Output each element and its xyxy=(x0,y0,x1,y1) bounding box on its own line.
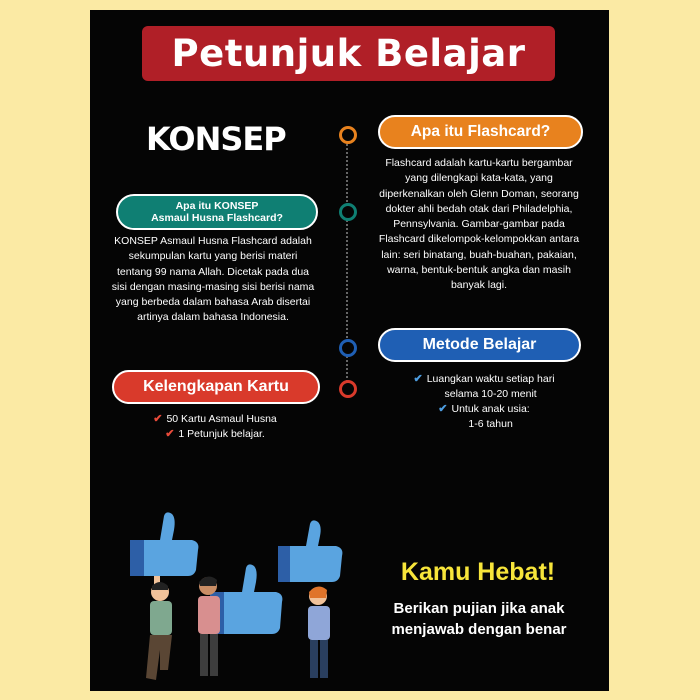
metode-heading-text: Metode Belajar xyxy=(422,336,537,353)
title-banner xyxy=(142,26,555,81)
kelengkapan-item-2 xyxy=(130,427,300,442)
metode-item-1-line1: Luangkan waktu setiap hari xyxy=(426,373,555,385)
metode-list xyxy=(384,372,584,432)
kamu-hebat-subtitle xyxy=(360,598,598,640)
thumbs-up-icon xyxy=(210,564,282,634)
infographic-card xyxy=(90,10,609,691)
metode-item-1 xyxy=(384,372,584,402)
kamu-hebat-title: Kamu Hebat! xyxy=(400,558,556,586)
kelengkapan-item-2-text: 1 Petunjuk belajar. xyxy=(178,428,265,440)
konsep-heading-line1: Apa itu KONSEP xyxy=(175,200,259,212)
timeline-dot-red xyxy=(339,380,357,398)
metode-heading xyxy=(378,328,581,362)
flashcard-heading-text: Apa itu Flashcard? xyxy=(410,123,551,140)
check-icon: ✔ xyxy=(413,373,423,385)
check-icon: ✔ xyxy=(438,403,448,415)
kelengkapan-item-1-text: 50 Kartu Asmaul Husna xyxy=(166,413,277,425)
metode-item-2-line2: 1-6 tahun xyxy=(468,418,513,430)
kids-thumbs-up-illustration xyxy=(120,500,360,690)
check-icon: ✔ xyxy=(153,413,163,425)
flashcard-body: Flashcard adalah kartu-kartu bergambar yang dilengkapi kata-kata, yang diperkenalkan oleh Glenn Doman, seorang dokter ahli bedah otak dari Philadelphia, Pennsylvania. Gambar-gambar pada Flashcard dikelompok-kelompokkan antara lain: seri binatang, buah-buahan, pakaian, warna, bentuk-bentuk angka dan masih banyak lagi. xyxy=(378,157,580,292)
metode-item-2 xyxy=(384,402,584,432)
konsep-heading xyxy=(116,194,318,230)
kelengkapan-heading xyxy=(112,370,320,404)
check-icon: ✔ xyxy=(165,428,175,440)
kamu-hebat-line1: Berikan pujian jika anak xyxy=(393,600,565,617)
kelengkapan-heading-text: Kelengkapan Kartu xyxy=(143,378,289,395)
konsep-body: KONSEP Asmaul Husna Flashcard adalah sekumpulan kartu yang berisi materi tentang 99 nama Allah. Dicetak pada dua sisi dengan masing-masing sisi berisi nama yang berbeda dalam bahasa Arab disertai artinya dalam bahasa Indonesia. xyxy=(111,235,315,324)
metode-item-2-line1: Untuk anak usia: xyxy=(451,403,530,415)
timeline-dot-blue xyxy=(339,339,357,357)
konsep-logo: KONSEP xyxy=(146,120,286,158)
kelengkapan-list xyxy=(130,412,300,442)
konsep-heading-line2: Asmaul Husna Flashcard? xyxy=(151,212,283,224)
thumbs-up-icon xyxy=(278,520,342,582)
page-title: Petunjuk Belajar xyxy=(171,32,526,75)
flashcard-heading xyxy=(378,115,583,149)
kamu-hebat-line2: menjawab dengan benar xyxy=(391,621,567,638)
thumbs-up-icon xyxy=(130,512,198,576)
timeline-dot-teal xyxy=(339,203,357,221)
timeline-dot-orange xyxy=(339,126,357,144)
kelengkapan-item-1 xyxy=(130,412,300,427)
metode-item-1-line2: selama 10-20 menit xyxy=(444,388,537,400)
